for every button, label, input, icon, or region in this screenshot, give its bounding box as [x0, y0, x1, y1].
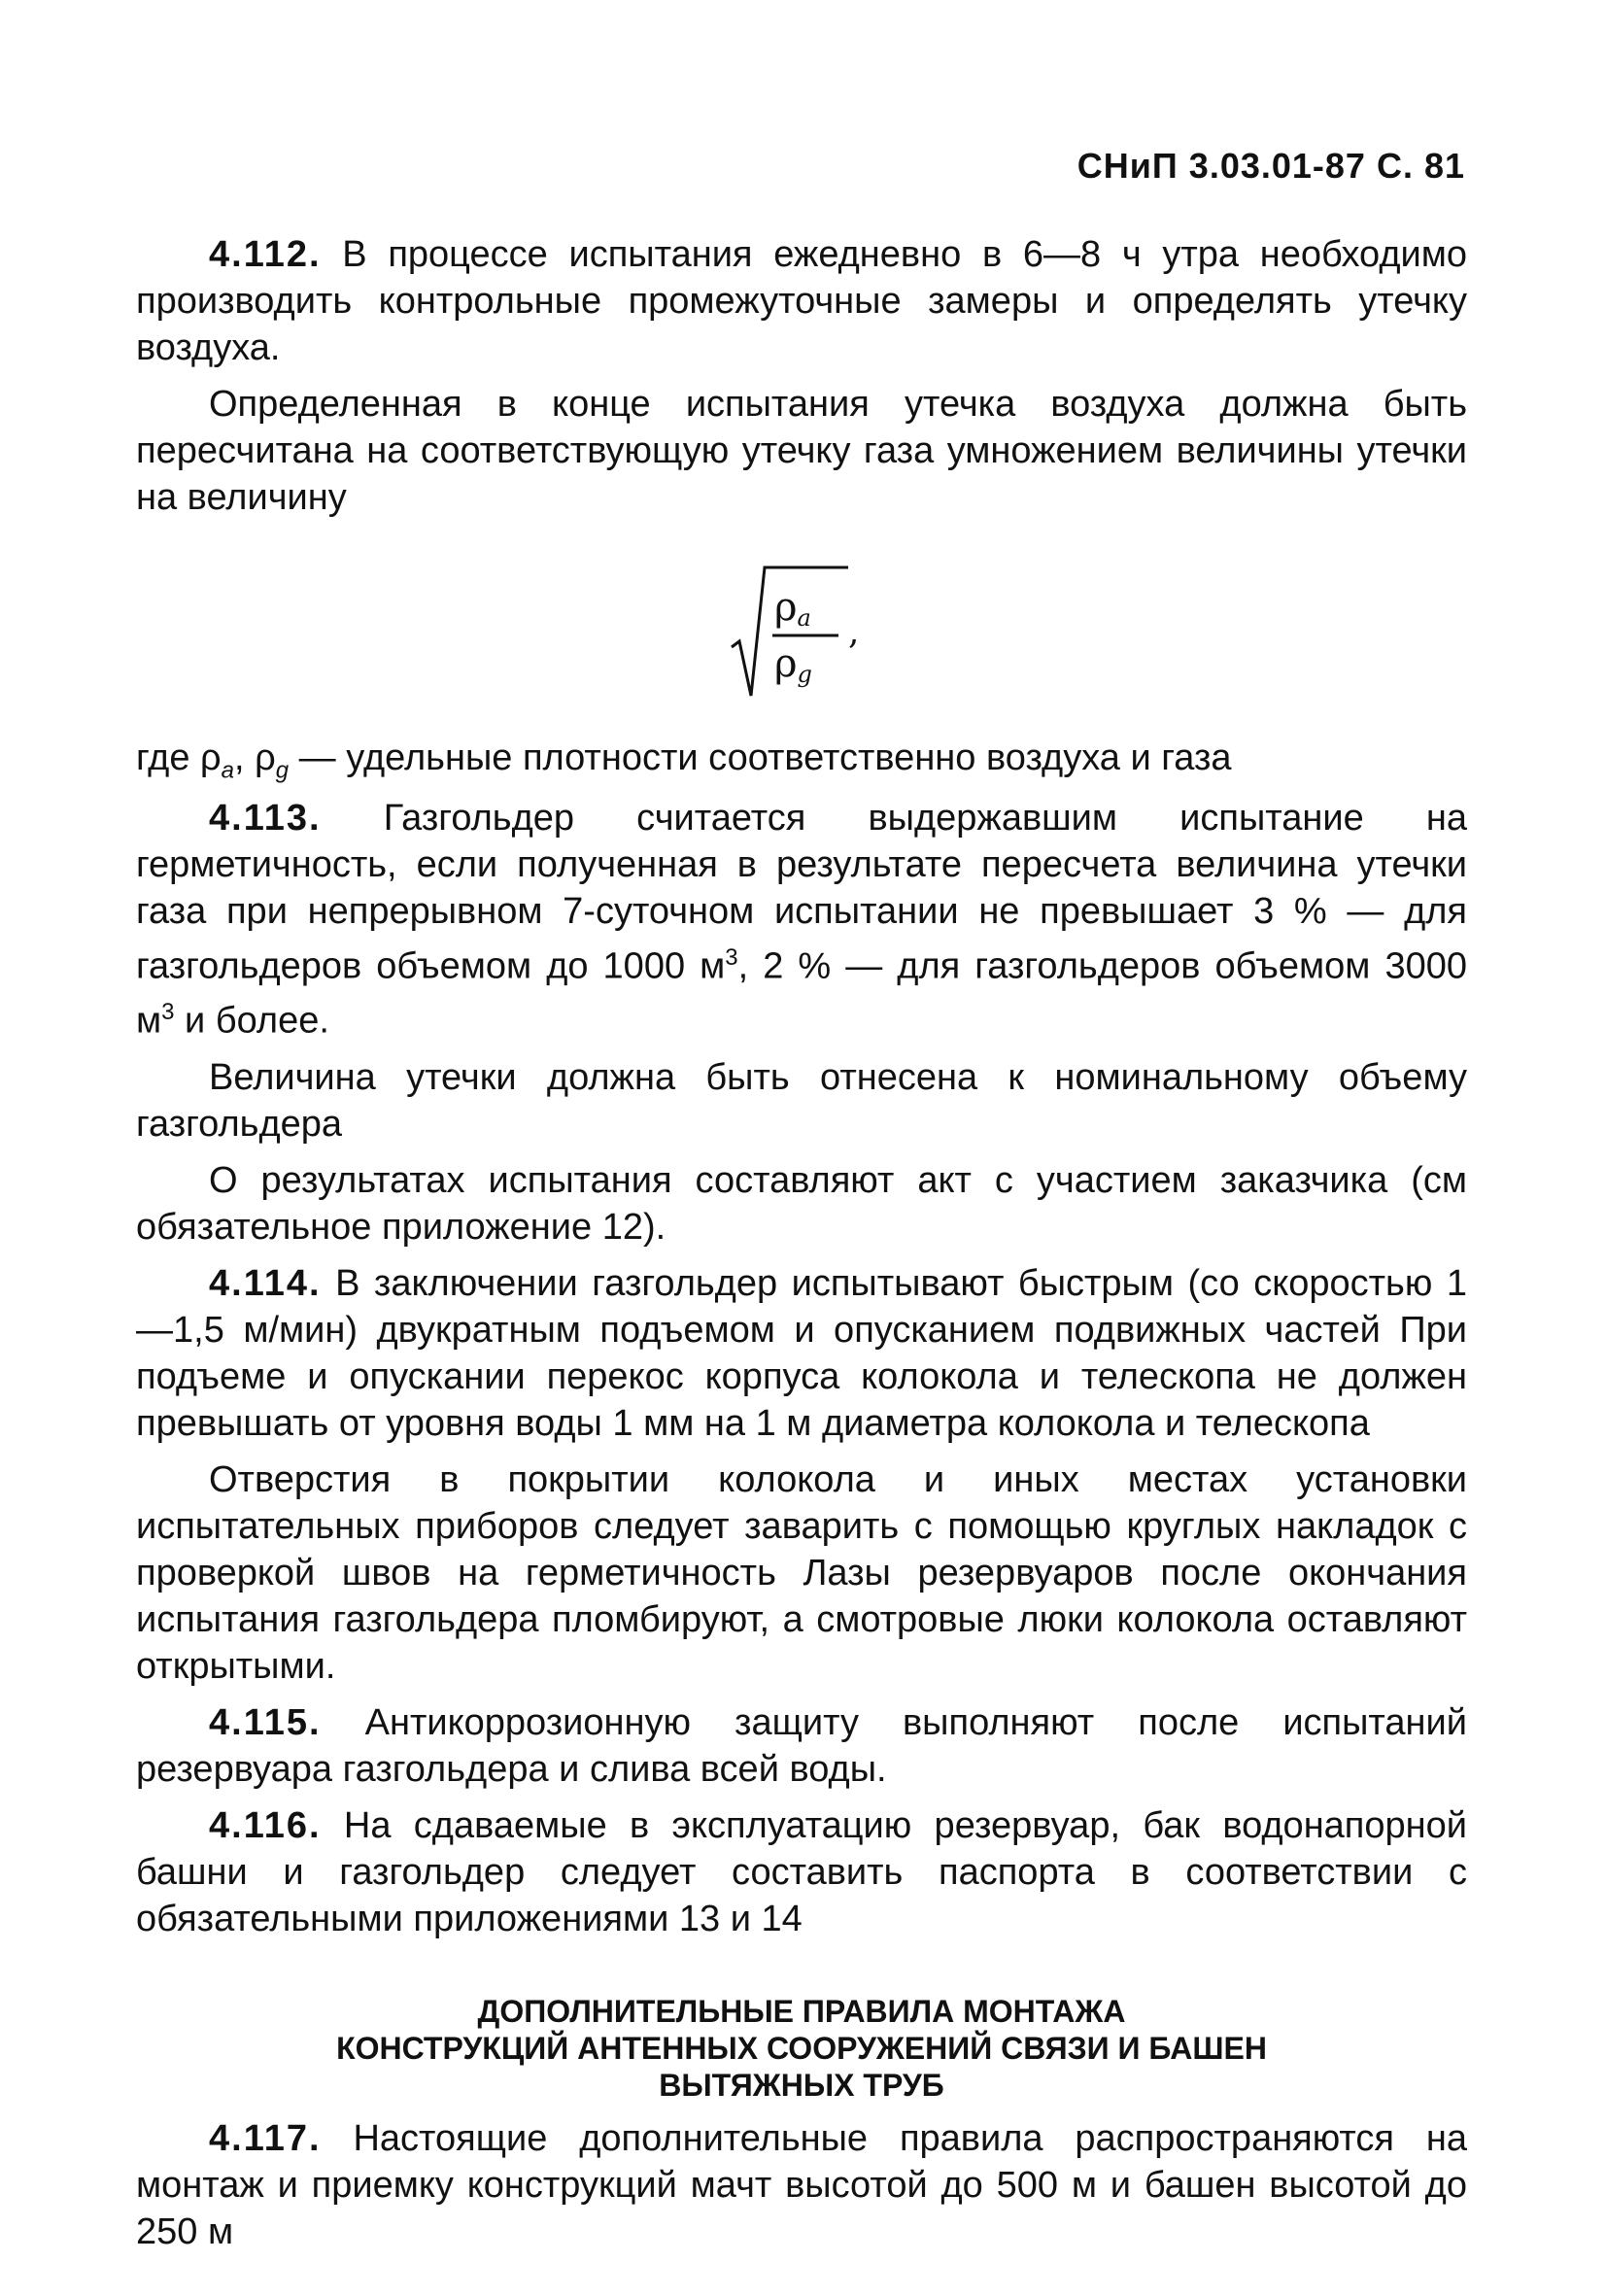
clause-number: 4.114.	[209, 1262, 322, 1304]
density-ratio-formula	[136, 521, 1467, 735]
paragraph-4-112	[136, 231, 1467, 371]
paragraph-4-114: 4.114. В заключении газгольдер испытывают быстрым (со скоростью 1—1,5 м/мин) двукратным подъемом и опусканием подвижных частей При подъеме и опускании перекос корпуса колокола и телескопа не должен превышать от уровня воды 1 мм на 1 м диаметра колокола и телескопа	[136, 1262, 1467, 1444]
numerator-rho-a: ρa	[774, 585, 811, 632]
section-heading: ДОПОЛНИТЕЛЬНЫЕ ПРАВИЛА МОНТАЖА КОНСТРУКЦИЙ АНТЕННЫХ СООРУЖЕНИЙ СВЯЗИ И БАШЕН ВЫТЯЖНЫХ ТРУБ	[336, 1993, 1267, 2103]
clause-number: 4.112.	[209, 234, 322, 275]
paragraph-text: В процессе испытания ежедневно в 6—8 ч утра необходимо производить контрольные промежуточные замеры и определять утечку воздуха.	[136, 234, 1467, 368]
document-body	[136, 231, 1467, 2255]
paragraph-holes: Отверстия в покрытии колокола и иных местах установки испытательных приборов следует заварить с помощью круглых накладок с проверкой швов на герметичность Лазы резервуаров после окончания испытания газгольдера пломбируют, а смотровые люки колокола оставляют открытыми.	[136, 1458, 1467, 1687]
paragraph-leak-recalc: Определенная в конце испытания утечка воздуха должна быть пересчитана на соответствующую утечку газа умножением величины утечки на величину	[136, 384, 1467, 518]
paragraph-4-117: 4.117. Настоящие дополнительные правила распространяются на монтаж и приемку конструкций мачт высотой до 500 м и башен высотой до 250 м	[136, 2117, 1467, 2252]
paragraph-4-116: 4.116. На сдаваемые в эксплуатацию резервуар, бак водонапорной башни и газгольдер следует составить паспорта в соответствии с обязательными приложениями 13 и 14	[136, 1804, 1467, 1939]
formula-comma: ,	[848, 612, 860, 652]
clause-number: 4.116.	[209, 1804, 322, 1846]
paragraph-where: где $\rho_a$, $\rho_g$ — удельные плотности соответственно воздуха и газа	[136, 737, 1232, 784]
paragraph-4-115: 4.115. Антикоррозионную защиту выполняют после испытаний резервуара газгольдера и слива всей воды.	[136, 1701, 1467, 1790]
paragraph-nominal-volume: Величина утечки должна быть отнесена к номинальному объему газгольдера	[136, 1056, 1467, 1145]
denominator-rho-g: ρg	[774, 641, 812, 688]
paragraph-4-113: 4.113. Газгольдер считается выдержавшим испытание на герметичность, если полученная в результате пересчета величина утечки газа при непрерывном 7-суточном испытании не превышает 3 % — для газгольдеров объемом до 1000 $м^3$, 2 % — для газгольдеров объемом 3000 $м^3$ и более.	[136, 797, 1467, 1042]
sqrt-formula	[724, 550, 879, 705]
page-header: СНиП 3.03.01-87 С. 81	[1076, 146, 1465, 186]
clause-number: 4.113.	[209, 797, 322, 839]
clause-number: 4.115.	[209, 1701, 322, 1743]
clause-number: 4.117.	[209, 2117, 322, 2159]
paragraph-test-report: О результатах испытания составляют акт с участием заказчика (см обязательное приложение 12).	[136, 1159, 1467, 1248]
